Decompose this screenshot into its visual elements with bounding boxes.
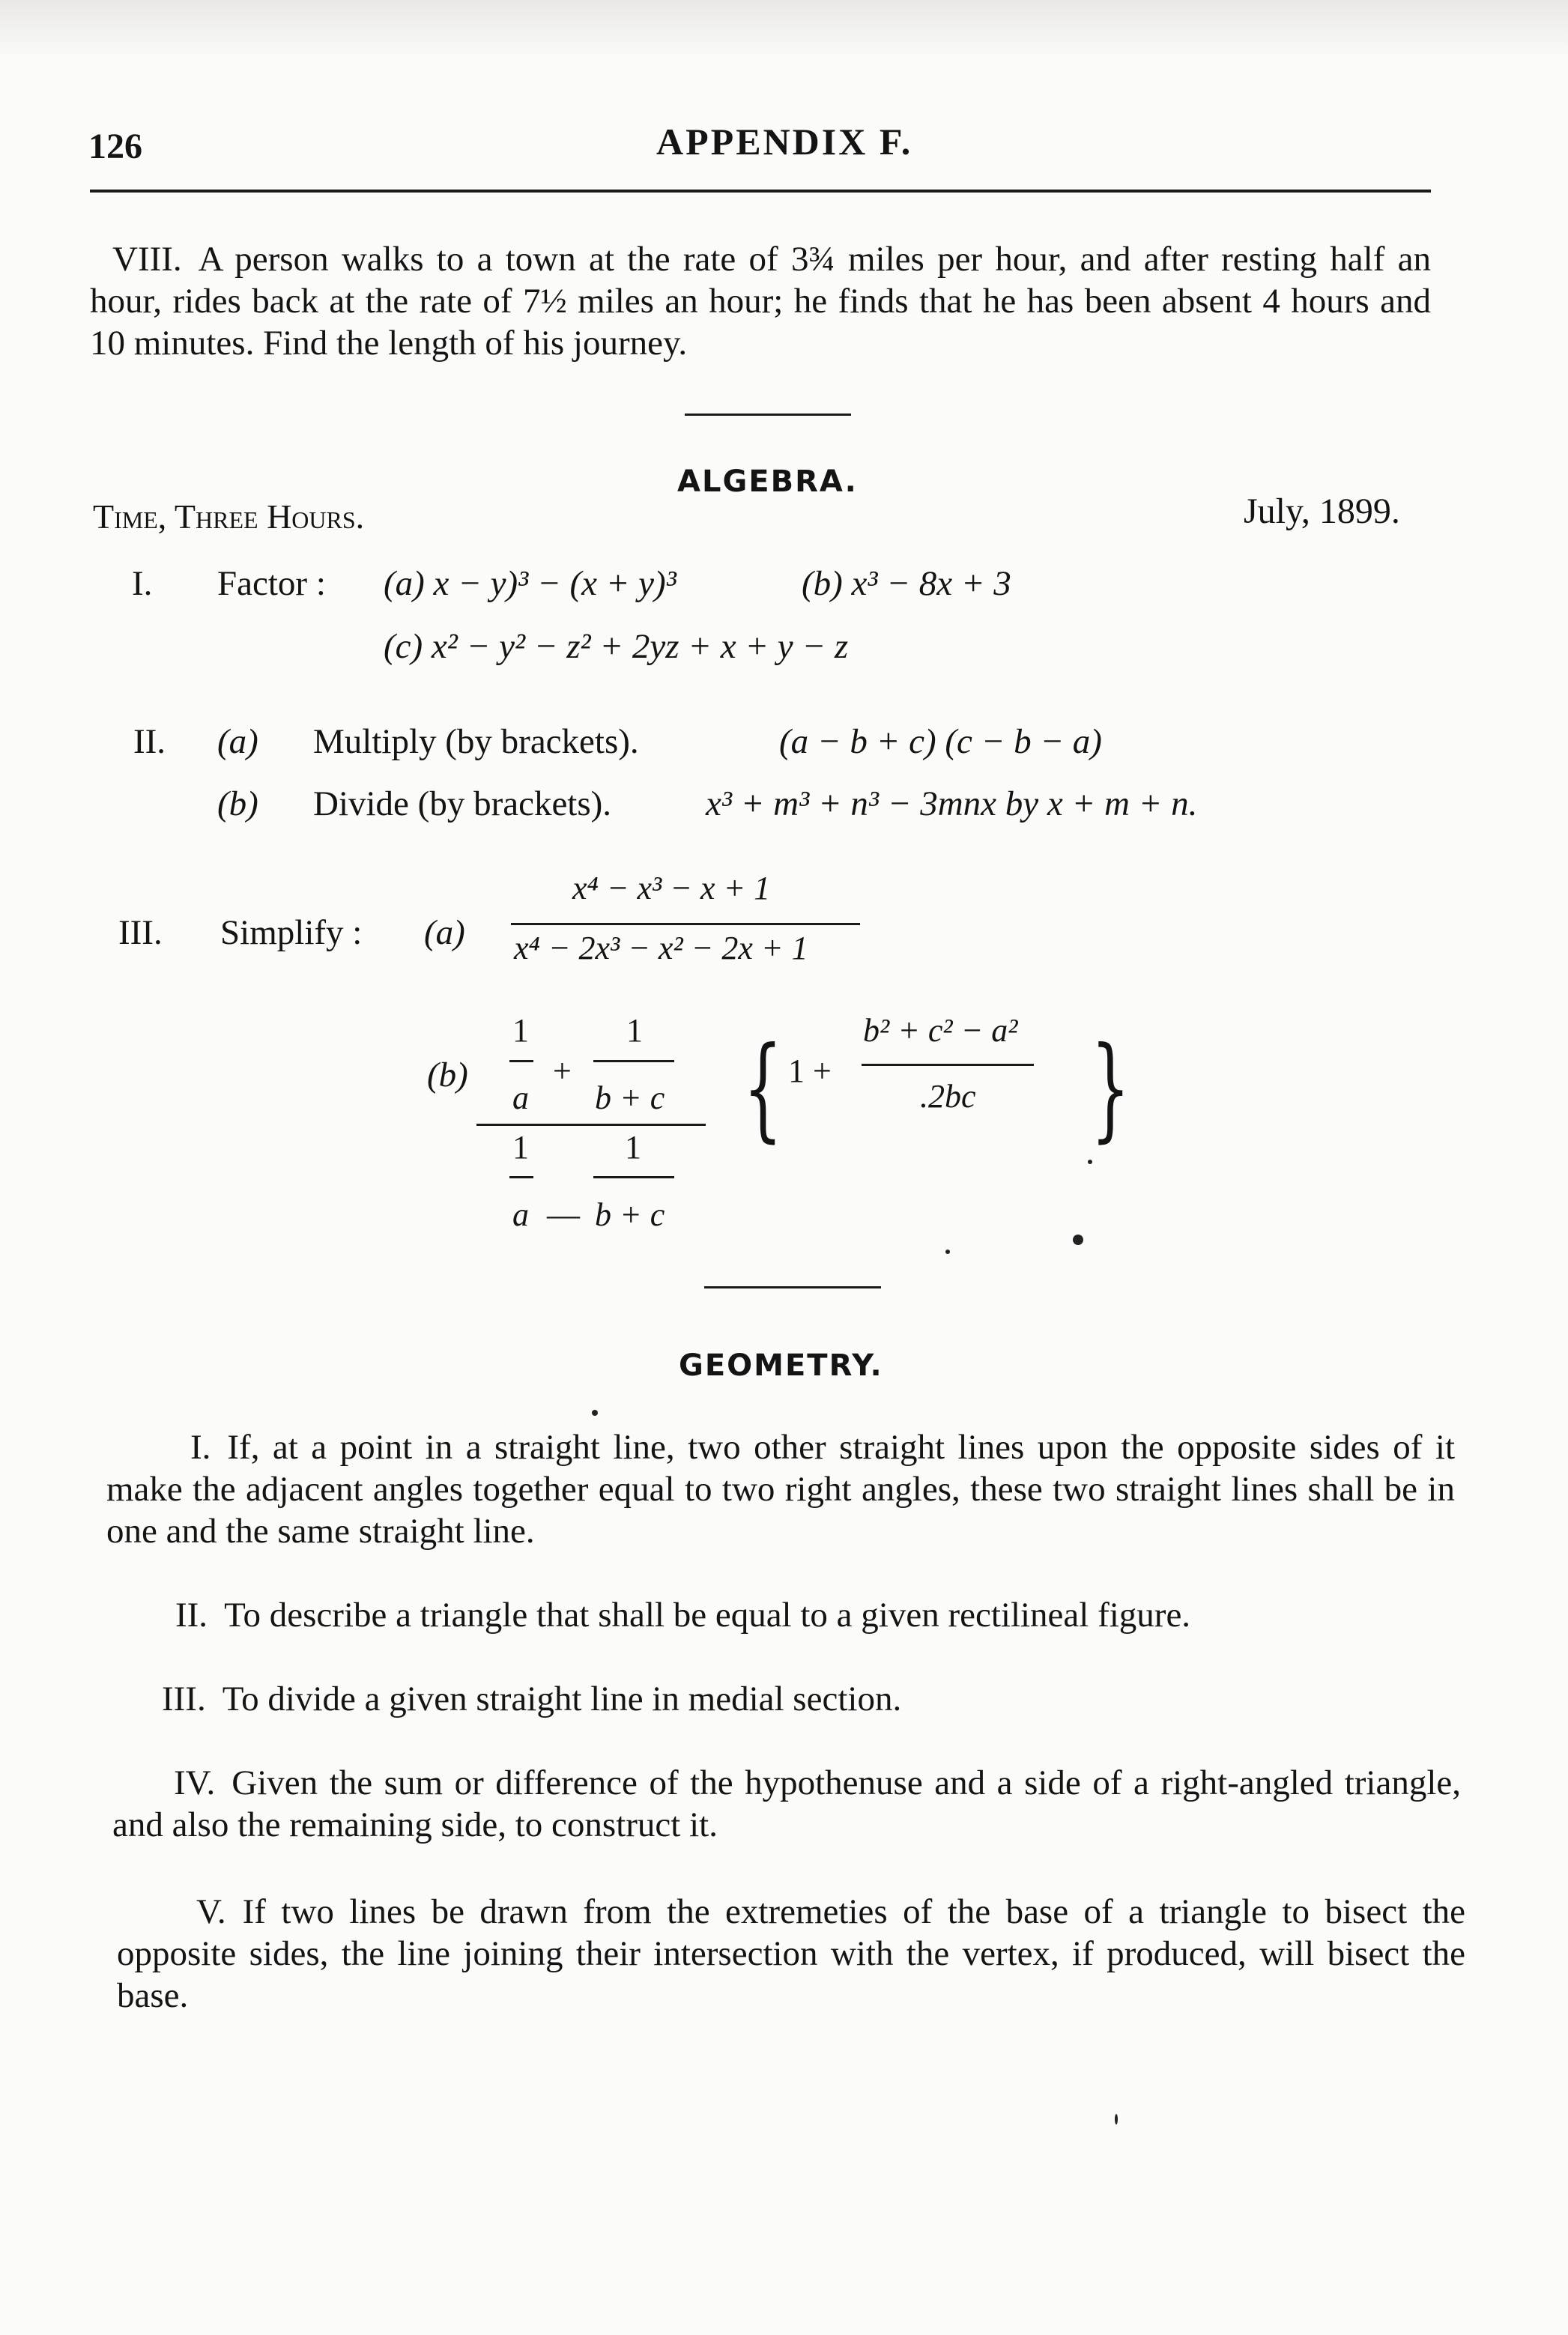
fraction-denominator: b + c	[595, 1196, 665, 1233]
algebra-q3-label: Simplify :	[220, 913, 363, 952]
item-number: IV.	[174, 1763, 216, 1802]
algebra-q3-b-label: (b)	[427, 1056, 468, 1094]
question-text: A person walks to a town at the rate of 3¾ miles per hour, and after resting half an hour, rides back at the rate of 7½ miles an hour; he finds that he has been absent 4 hours and 10 minutes. Find the length of his journey.	[90, 240, 1431, 363]
scan-shadow	[0, 0, 1568, 60]
algebra-q1-part-a: (a) x − y)³ − (x + y)³	[384, 564, 676, 603]
main-fraction-bar	[476, 1124, 706, 1126]
algebra-q3-number: III.	[118, 913, 163, 952]
algebra-q3-a-label: (a)	[424, 913, 465, 952]
algebra-q2-a-text: Multiply (by brackets).	[313, 722, 639, 761]
algebra-q1-part-b: (b) x³ − 8x + 3	[802, 564, 1011, 603]
fraction-numerator: 1	[625, 1129, 641, 1166]
geometry-item	[175, 1594, 1190, 1636]
fraction-bar	[511, 923, 860, 925]
algebra-q2-a-label: (a)	[217, 722, 258, 761]
fraction-bar	[509, 1060, 533, 1062]
section-divider	[704, 1286, 881, 1288]
fraction-bar	[593, 1060, 674, 1062]
algebra-heading: ALGEBRA.	[677, 464, 858, 499]
geometry-item	[162, 1678, 901, 1720]
fraction-denominator: x⁴ − 2x³ − x² − 2x + 1	[514, 930, 808, 966]
header-rule	[90, 190, 1431, 193]
item-number: II.	[175, 1596, 208, 1635]
algebra-q2-b-label: (b)	[217, 784, 258, 823]
algebra-q2-a-expression: (a − b + c) (c − b − a)	[779, 722, 1102, 761]
page-number: 126	[88, 127, 142, 166]
item-text: If, at a point in a straight line, two other straight lines upon the opposite sides of it make the adjacent angles together equal to two right angles, these two straight lines shall be in one and the same straight line.	[106, 1428, 1455, 1551]
fraction-denominator: a	[512, 1079, 529, 1116]
algebra-q2-b-expression: x³ + m³ + n³ − 3mnx by x + m + n.	[706, 784, 1198, 823]
item-number: V.	[196, 1892, 226, 1931]
geometry-item	[117, 1891, 1465, 2017]
section-divider	[685, 414, 851, 416]
question-viii	[90, 238, 1431, 364]
question-number: VIII.	[112, 240, 182, 279]
running-head: APPENDIX F.	[656, 121, 913, 163]
algebra-q1-part-c: (c) x² − y² − z² + 2yz + x + y − z	[384, 627, 849, 666]
brace-one-plus: 1 +	[788, 1053, 832, 1089]
algebra-q2-number: II.	[133, 722, 166, 761]
fraction-numerator: 1	[512, 1012, 529, 1049]
fraction-denominator: .2bc	[920, 1078, 976, 1115]
fraction-numerator: x⁴ − x³ − x + 1	[572, 870, 771, 906]
fraction-denominator: a	[512, 1196, 529, 1233]
item-text: To divide a given straight line in medial section.	[222, 1680, 902, 1718]
geometry-item	[112, 1762, 1461, 1846]
algebra-q2-b-text: Divide (by brackets).	[313, 784, 612, 823]
fraction-bar	[593, 1176, 674, 1178]
item-number: III.	[162, 1680, 206, 1718]
fraction-numerator: 1	[626, 1012, 643, 1049]
exam-date: July, 1899.	[1244, 491, 1400, 531]
item-text: To describe a triangle that shall be equal to a given rectilineal figure.	[224, 1596, 1191, 1635]
fraction-denominator: b + c	[595, 1079, 665, 1116]
fraction-bar	[509, 1176, 533, 1178]
algebra-q1-number: I.	[132, 564, 153, 603]
fraction-bar	[862, 1064, 1034, 1066]
item-number: I.	[190, 1428, 211, 1467]
item-text: If two lines be drawn from the extremeties of the base of a triangle to bisect the opposite sides, the line joining their intersection with the vertex, if produced, will bisect the base.	[117, 1892, 1465, 2015]
time-allowed: Time, Three Hours.	[93, 497, 365, 536]
left-brace: {	[743, 1023, 783, 1154]
fraction-numerator: 1	[512, 1129, 529, 1166]
right-brace: }	[1091, 1023, 1130, 1154]
geometry-item	[106, 1426, 1455, 1552]
minus-sign: —	[547, 1196, 580, 1233]
algebra-q1-label: Factor :	[217, 564, 326, 603]
geometry-heading: GEOMETRY.	[679, 1348, 883, 1383]
plus-sign: +	[553, 1053, 572, 1089]
fraction-numerator: b² + c² − a²	[863, 1012, 1018, 1049]
item-text: Given the sum or difference of the hypothenuse and a side of a right-angled triangle, and also the remaining side, to construct it.	[112, 1763, 1461, 1844]
